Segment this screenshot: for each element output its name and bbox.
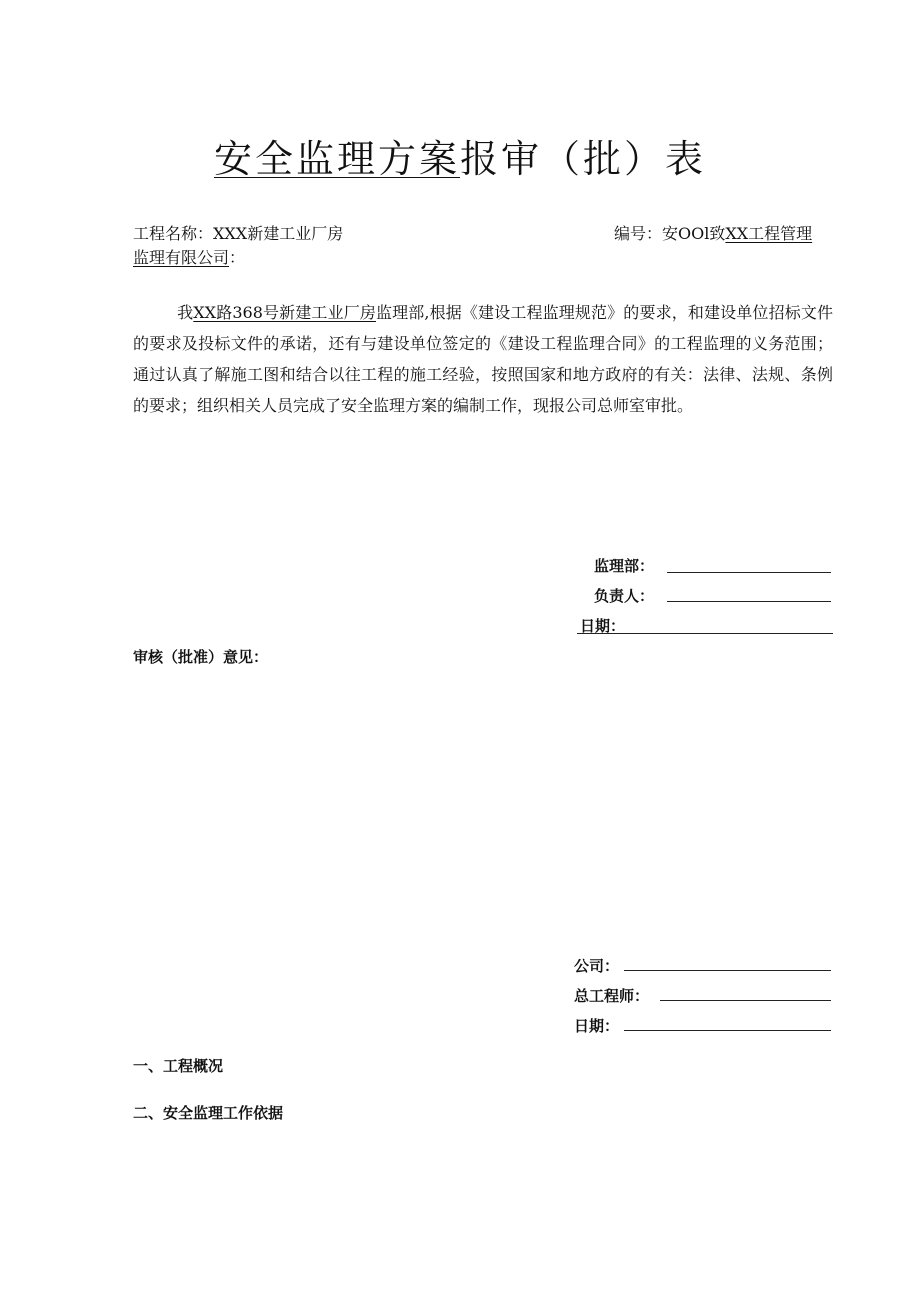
body-paragraph xyxy=(133,297,833,421)
section-heading: 二、安全监理工作依据 xyxy=(133,1104,284,1122)
title-underlined: 安全监理方案 xyxy=(213,137,460,181)
company-label: 公司： xyxy=(574,957,620,975)
number-label: 编号： xyxy=(614,224,663,243)
number-company-2: 监理有限公司 xyxy=(133,248,230,267)
number-prefix: 安OOl致 xyxy=(662,224,726,243)
number-company-1: XX工程管理 xyxy=(725,224,813,243)
date-line-2 xyxy=(624,1030,831,1031)
project-label: 工程名称： xyxy=(133,224,214,243)
section-heading: 一、工程概况 xyxy=(133,1057,224,1075)
person-signature-line xyxy=(667,601,831,602)
engineer-label: 总工程师： xyxy=(574,987,650,1005)
person-label: 负责人： xyxy=(594,587,655,605)
number-row xyxy=(614,221,812,244)
number-row-continued xyxy=(133,245,245,268)
dept-signature-line xyxy=(667,572,831,573)
paragraph-start: 我 xyxy=(177,303,194,322)
dept-label: 监理部： xyxy=(594,557,655,575)
company-signature-line xyxy=(624,970,831,971)
paragraph-project: XX路368号新建工业厂房 xyxy=(193,303,376,322)
project-name-row xyxy=(133,221,343,244)
date-line-1 xyxy=(577,633,833,634)
review-label: 审核（批准）意见： xyxy=(133,648,269,666)
number-suffix: ： xyxy=(229,248,246,267)
title-rest: 报审（批）表 xyxy=(460,137,707,181)
page-title xyxy=(0,128,920,183)
date-label-1: 日期： xyxy=(580,617,626,635)
project-name: XXX新建工业厂房 xyxy=(213,224,344,243)
date-label-2: 日期： xyxy=(574,1017,620,1035)
paragraph-rest: 监理部,根据《建设工程监理规范》的要求，和建设单位招标文件的要求及投标文件的承诺，还有与建设单位签定的《建设工程监理合同》的工程监理的义务范围；通过认真了解施工图和结合以往工程的施工经验，按照国家和地方政府的有关：法律、法规、条例的要求；组织相关人员完成了安全监理方案的编制工作，现报公司总师室审批。 xyxy=(133,303,833,415)
engineer-signature-line xyxy=(660,1000,831,1001)
